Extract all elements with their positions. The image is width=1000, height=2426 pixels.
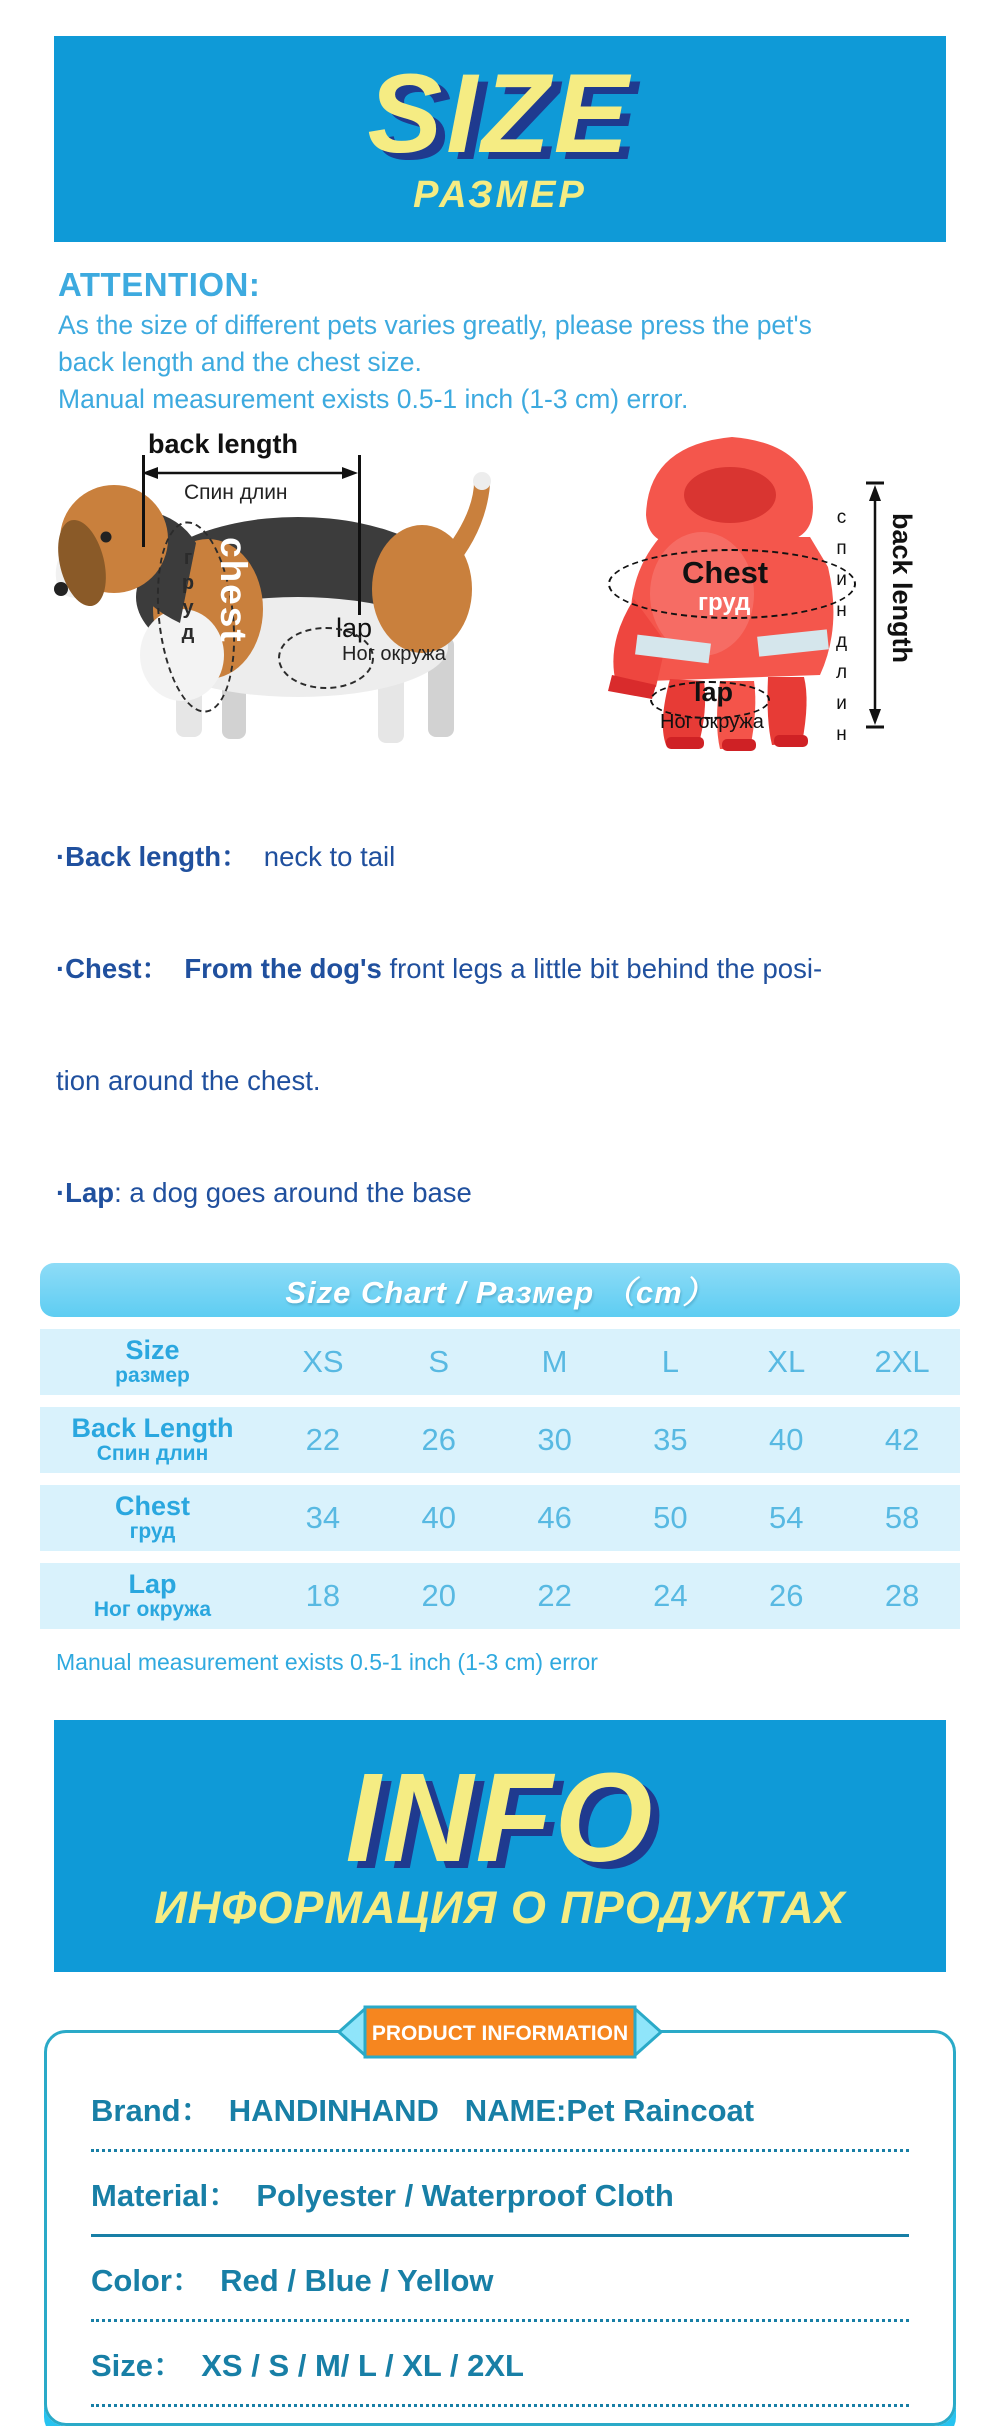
attention-line-1: As the size of different pets varies greatly, please press the pet's bbox=[58, 310, 812, 340]
size-banner-title: SIZE bbox=[367, 51, 633, 177]
row-label-lap bbox=[40, 1570, 265, 1622]
table-cell: 18 bbox=[305, 1577, 341, 1613]
info-banner bbox=[54, 1720, 946, 1972]
definition-chest-term: ·Chest： From the dog's bbox=[56, 952, 382, 984]
double-arrow-horizontal-icon bbox=[142, 465, 358, 481]
definition-lap bbox=[56, 1174, 944, 1211]
definition-lap-text: : a dog goes around the base bbox=[114, 1177, 472, 1209]
definition-lap-term: ·Lap bbox=[56, 1177, 115, 1209]
beagle-illustration bbox=[30, 447, 550, 747]
table-cell: 40 bbox=[421, 1499, 456, 1535]
back-length-tick-right bbox=[358, 455, 361, 615]
size-chart-header-label bbox=[40, 1336, 265, 1388]
coat-back-length-label-ru: спиндлин bbox=[831, 506, 852, 755]
product-information-ribbon-label: PRODUCT INFORMATION bbox=[371, 2021, 629, 2045]
table-cell: 42 bbox=[884, 1421, 920, 1457]
table-row-chest bbox=[40, 1485, 960, 1551]
row-label-ru: груд bbox=[129, 1520, 176, 1544]
row-label-en: Back Length bbox=[71, 1413, 234, 1444]
attention-line-2: back length and the chest size. bbox=[58, 346, 422, 377]
info-row-material: Material： Polyester / Waterproof Cloth bbox=[91, 2178, 674, 2214]
info-banner-subtitle: ИНФОРМАЦИЯ О ПРОДУКТАХ bbox=[154, 1881, 846, 1933]
table-row-back-length bbox=[40, 1407, 960, 1473]
size-col-l: L bbox=[661, 1343, 680, 1379]
definition-back-length-term: ·Back length： bbox=[56, 840, 249, 872]
attention-section bbox=[58, 266, 942, 417]
dog-back-length-label: back length bbox=[148, 428, 299, 459]
info-row-size: Size： XS / S / M/ L / XL / 2XL bbox=[91, 2348, 524, 2384]
dog-lap-label-ru: Ног окружа bbox=[342, 642, 446, 665]
dog-chest-label-ru: груд bbox=[177, 546, 199, 647]
size-col-m: M bbox=[541, 1343, 568, 1379]
definition-chest-text: front legs a little bit behind the posi- bbox=[381, 952, 823, 984]
attention-heading: ATTENTION: bbox=[58, 266, 261, 303]
product-information-ribbon bbox=[335, 2004, 665, 2060]
measurement-figure bbox=[30, 428, 970, 755]
dog-chest-label: chest bbox=[213, 536, 254, 644]
table-cell: 34 bbox=[305, 1499, 341, 1535]
attention-line-3: Manual measurement exists 0.5-1 inch (1-3 cm) error. bbox=[58, 383, 689, 414]
coat-back-length-label: back length bbox=[887, 512, 917, 663]
info-banner-title: INFO bbox=[345, 1747, 655, 1889]
table-cell: 20 bbox=[421, 1577, 456, 1613]
row-label-back-length bbox=[40, 1414, 265, 1466]
table-cell: 50 bbox=[653, 1499, 688, 1535]
coat-chest-label-ru: груд bbox=[698, 588, 751, 616]
row-label-chest bbox=[40, 1492, 265, 1544]
size-chart-title: Size Chart / Размер （cm） bbox=[40, 1263, 960, 1317]
size-chart-header-row bbox=[40, 1329, 960, 1395]
definition-back-length-text: neck to tail bbox=[248, 840, 396, 872]
table-cell: 46 bbox=[537, 1499, 572, 1535]
header-label-ru: размер bbox=[115, 1364, 190, 1388]
product-info-card bbox=[44, 2021, 956, 2426]
dog-lap-label: lap bbox=[336, 612, 373, 643]
info-row-brand: Brand： HANDINHAND NAME:Pet Raincoat bbox=[91, 2093, 755, 2129]
table-cell: 28 bbox=[884, 1577, 920, 1613]
definition-back-length bbox=[56, 838, 944, 875]
table-row-lap bbox=[40, 1563, 960, 1629]
size-col-xs: XS bbox=[302, 1343, 344, 1379]
size-col-2xl: 2XL bbox=[874, 1343, 930, 1379]
size-col-xl: XL bbox=[767, 1343, 806, 1379]
size-banner bbox=[54, 36, 946, 242]
row-label-en: Chest bbox=[114, 1491, 190, 1522]
definitions-section bbox=[56, 763, 944, 1249]
definition-chest-line2: tion around the chest. bbox=[56, 1065, 321, 1097]
size-banner-subtitle: РАЗМЕР bbox=[413, 173, 587, 216]
table-cell: 24 bbox=[653, 1577, 688, 1613]
size-col-s: S bbox=[428, 1343, 450, 1379]
table-cell: 40 bbox=[769, 1421, 804, 1457]
table-cell: 26 bbox=[769, 1577, 804, 1613]
table-cell: 35 bbox=[653, 1421, 688, 1457]
size-chart bbox=[40, 1263, 960, 1629]
table-cell: 22 bbox=[537, 1577, 572, 1613]
definition-chest bbox=[56, 950, 944, 987]
measurement-error-note: Manual measurement exists 0.5-1 inch (1-3 cm) error bbox=[56, 1648, 598, 1675]
header-label-en: Size bbox=[125, 1335, 180, 1366]
table-cell: 30 bbox=[537, 1421, 572, 1457]
table-cell: 22 bbox=[305, 1421, 341, 1457]
coat-lap-label: lap bbox=[694, 676, 734, 707]
dog-back-length-label-ru: Спин длин bbox=[184, 480, 288, 504]
info-row-color: Color： Red / Blue / Yellow bbox=[91, 2263, 494, 2299]
row-label-ru: Спин длин bbox=[96, 1442, 209, 1466]
row-label-ru: Ног окружа bbox=[93, 1598, 212, 1622]
row-label-en: Lap bbox=[128, 1569, 177, 1600]
table-cell: 54 bbox=[769, 1499, 804, 1535]
double-arrow-vertical-icon bbox=[866, 481, 884, 729]
divider-dotted bbox=[91, 2404, 909, 2407]
table-cell: 26 bbox=[421, 1421, 456, 1457]
coat-chest-label: Chest bbox=[682, 554, 769, 590]
table-cell: 58 bbox=[884, 1499, 920, 1535]
coat-lap-label-ru: Ног окружа bbox=[660, 710, 764, 733]
